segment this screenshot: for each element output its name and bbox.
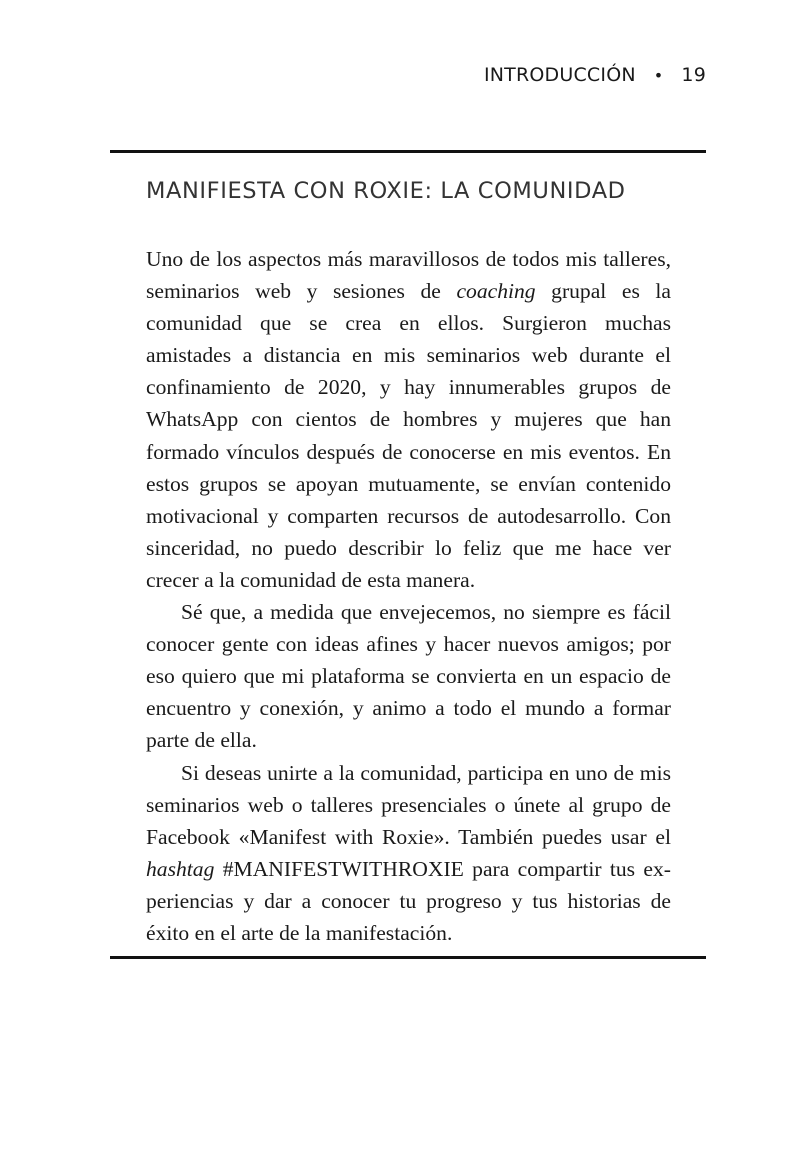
bottom-rule <box>110 956 706 959</box>
paragraph-3-italic-word: hashtag <box>146 856 215 881</box>
paragraph-1-italic-word: coaching <box>456 279 536 304</box>
section-title: MANIFIESTA CON ROXIE: LA COMUNIDAD <box>146 178 626 204</box>
body-text <box>146 243 671 949</box>
paragraph-1 <box>146 243 671 596</box>
paragraph-3-part-1: Si deseas unirte a la comunidad, participa en uno de mis seminarios web o talleres presenciales o únete al grupo de Facebook «Manifest with Roxie». También puedes usar el <box>146 760 671 849</box>
page-number: 19 <box>681 64 706 86</box>
paragraph-3 <box>146 757 671 950</box>
header-separator: • <box>653 65 664 85</box>
paragraph-2: Sé que, a medida que envejecemos, no siempre es fácil conocer gente con ideas afines y hacer nuevos amigos; por eso quiero que mi plataforma se convierta en un espacio de encuentro y conexión, y animo a todo el mundo a formar parte de ella. <box>146 600 671 753</box>
running-header <box>484 64 706 86</box>
paragraph-1-part-1: Uno de los aspectos más maravillosos de todos mis talleres, seminarios web y sesiones de <box>146 247 671 304</box>
paragraph-3-part-2: #MANIFESTWITHROXIE para compartir tus experiencias y dar a conocer tu progreso y tus historias de éxito en el arte de la manifestación. <box>146 856 671 945</box>
paragraph-1-part-2: grupal es la comunidad que se crea en ellos. Surgieron muchas amistades a distancia en mis seminarios web durante el confinamiento de 2020, y hay innumerables grupos de WhatsApp con cientos de hombres y mujeres que han formado vínculos después de conocerse en mis eventos. En estos grupos se apoyan mutuamente, se envían contenido motivacional y comparten recursos de autodesarrollo. Con sinceridad, no puedo describir lo feliz que me hace ver crecer a la comunidad de esta manera. <box>146 279 671 592</box>
chapter-title: INTRODUCCIÓN <box>483 64 636 86</box>
top-rule <box>110 150 706 153</box>
